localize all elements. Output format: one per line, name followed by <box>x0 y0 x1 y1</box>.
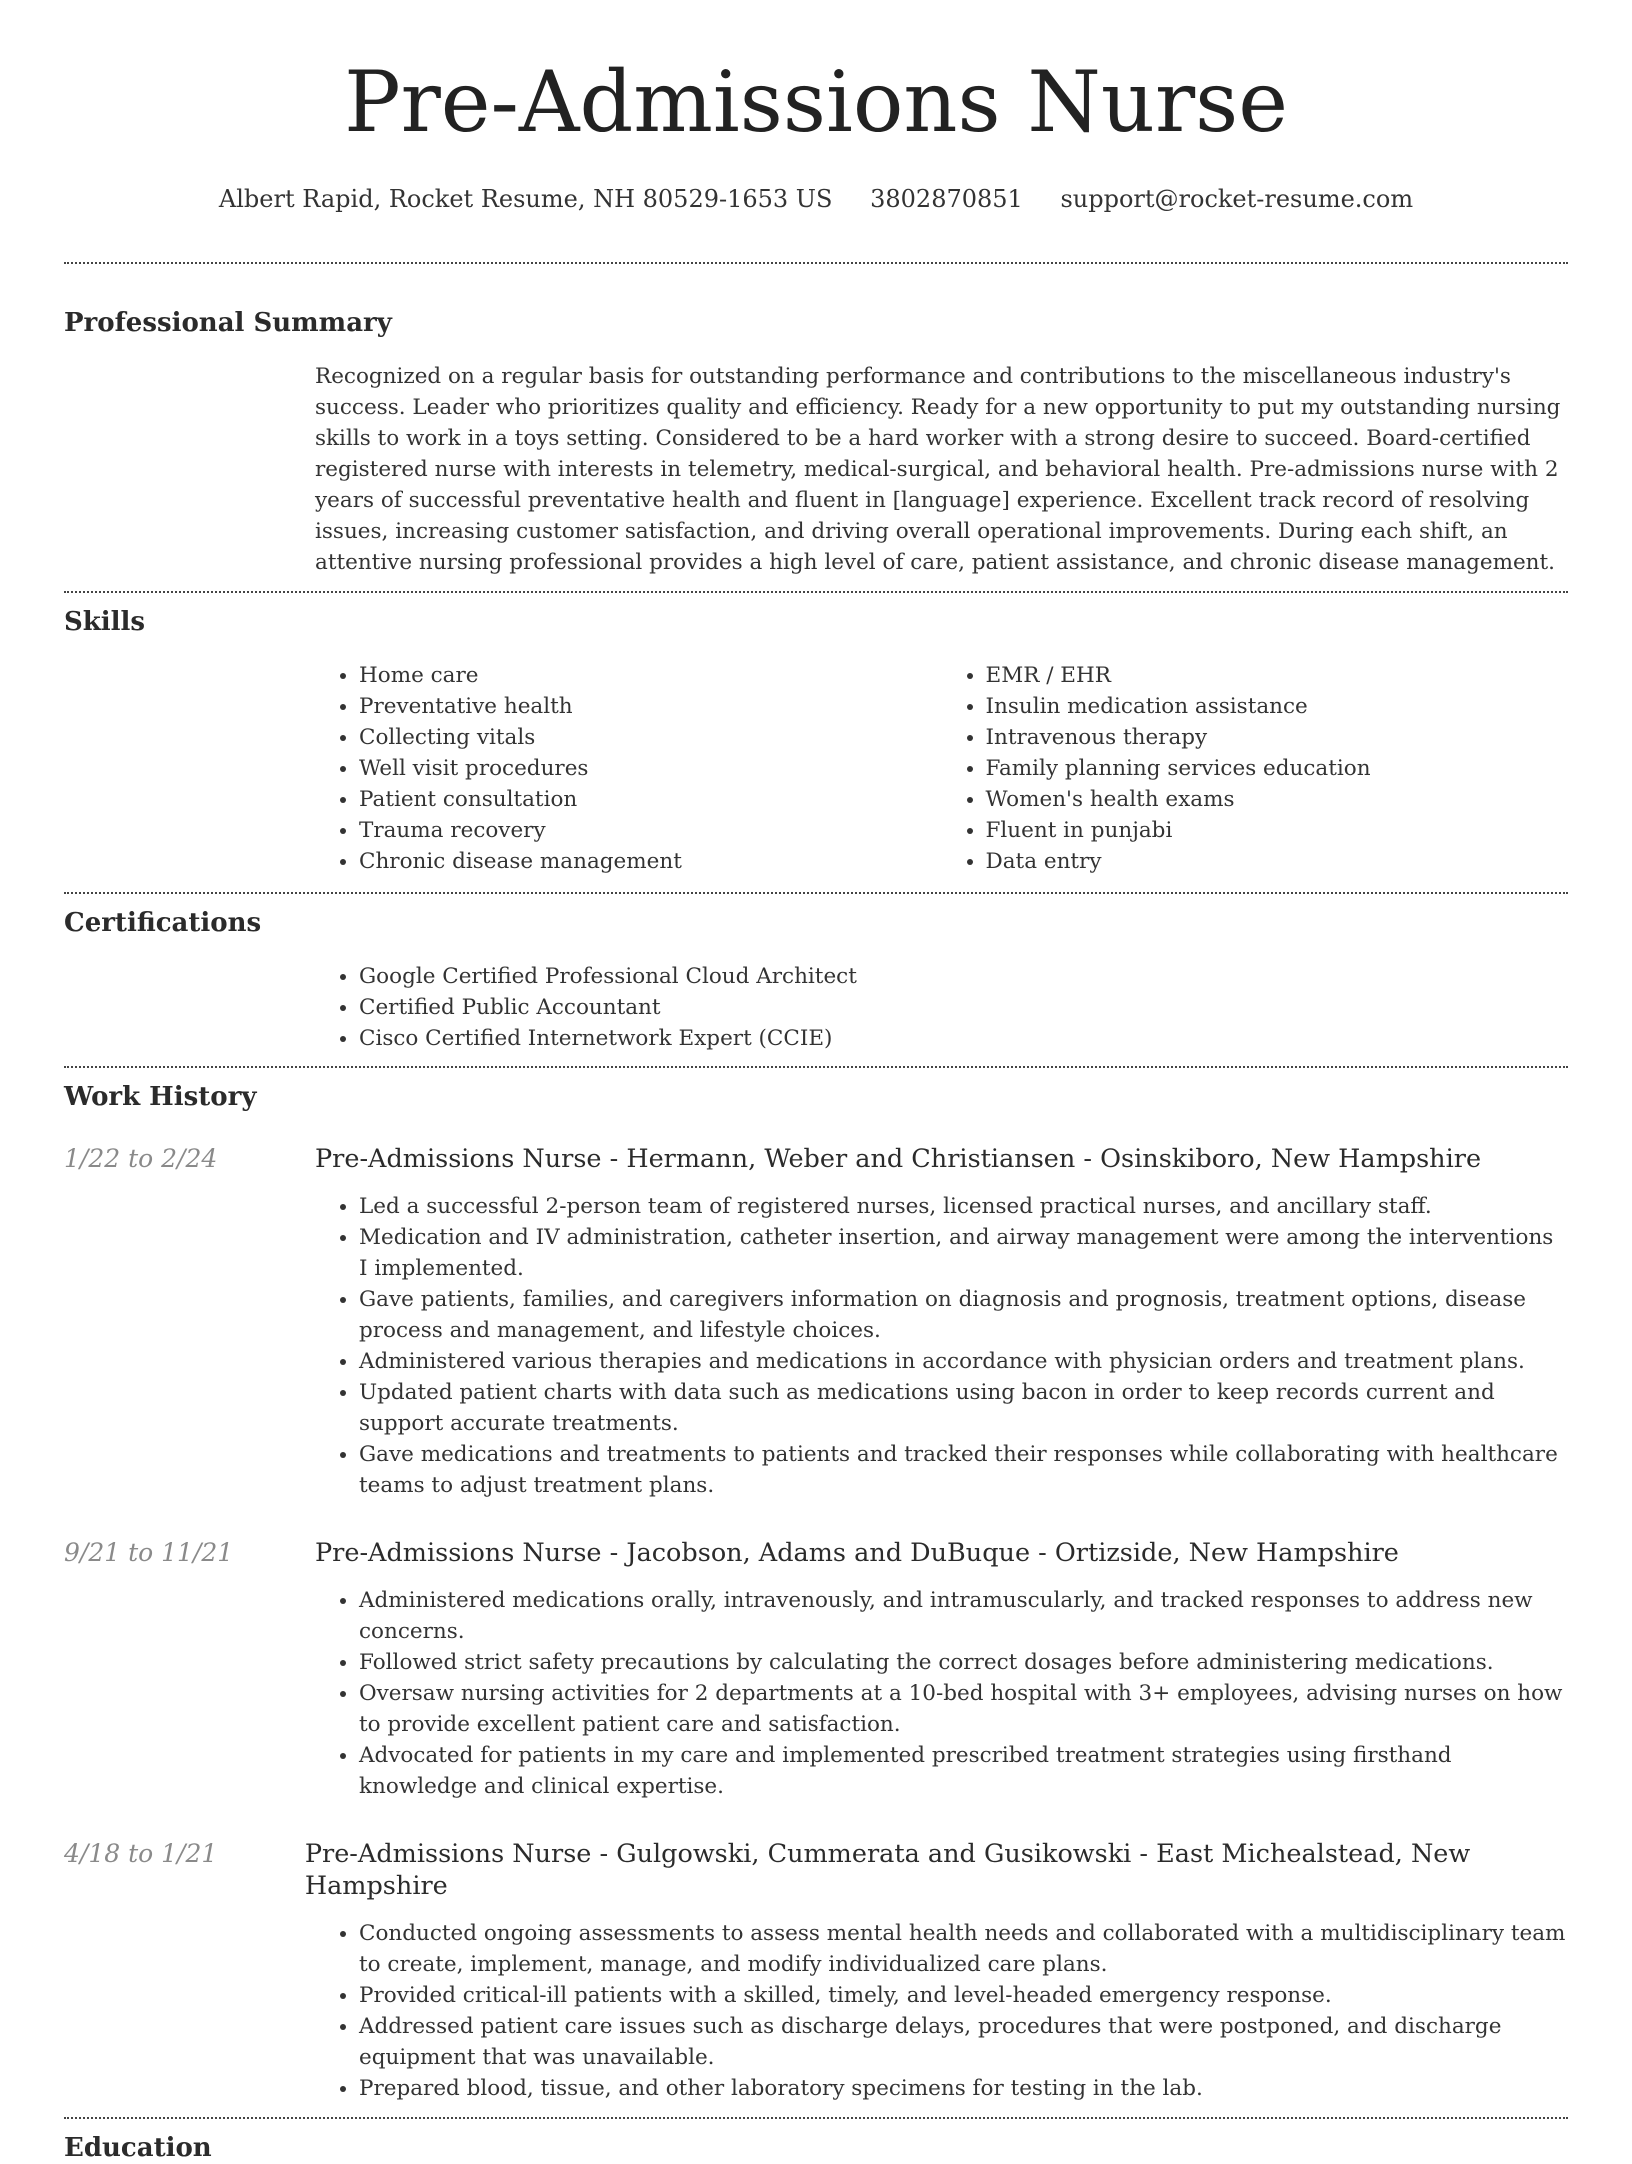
skill-item: • Patient consultation <box>359 784 942 815</box>
skill-item: • Fluent in punjabi <box>986 815 1569 846</box>
skill-item: • Family planning services education <box>986 753 1569 784</box>
job-header <box>64 1143 1568 1175</box>
skill-item: • Women's health exams <box>986 784 1569 815</box>
skill-item: • Insulin medication assistance <box>986 691 1569 722</box>
job-duty-item: • Updated patient charts with data such as medications using bacon in order to keep records current and support accurate treatments. <box>359 1377 1568 1439</box>
job-header <box>64 1537 1568 1569</box>
certifications-title: Certifications <box>64 908 262 938</box>
job-duties-list <box>315 1585 1568 1802</box>
skill-item: • EMR / EHR <box>986 660 1569 691</box>
skill-item: • Intravenous therapy <box>986 722 1569 753</box>
job-duty-item: • Followed strict safety precautions by calculating the correct dosages before administering medications. <box>359 1647 1568 1678</box>
section-divider <box>64 1066 1568 1068</box>
work-history-title: Work History <box>64 1082 257 1112</box>
summary-title: Professional Summary <box>64 308 392 338</box>
job-duty-item: • Advocated for patients in my care and implemented prescribed treatment strategies using firsthand knowledge and clinical expertise. <box>359 1740 1568 1802</box>
education-title: Education <box>64 2133 212 2163</box>
summary-text: Recognized on a regular basis for outstanding performance and contributions to the miscellaneous industry's success. Leader who prioritizes quality and efficiency. Ready for a new opportunity to put my outstanding nursing skills to work in a toys setting. Considered to be a hard worker with a strong desire to succeed. Board-certified registered nurse with interests in telemetry, medical-surgical, and behavioral health. Pre-admissions nurse with 2 years of successful preventative health and fluent in [language] experience. Excellent track record of resolving issues, increasing customer satisfaction, and driving overall operational improvements. During each shift, an attentive nursing professional provides a high level of care, patient assistance, and chronic disease management. <box>315 364 1561 575</box>
job-duty-item: • Prepared blood, tissue, and other laboratory specimens for testing in the lab. <box>359 2073 1568 2104</box>
skill-item: • Home care <box>359 660 942 691</box>
job-date: 1/22 to 2/24 <box>64 1144 218 1173</box>
skills-section <box>64 606 1568 877</box>
job-header <box>64 1838 1568 1902</box>
job-duty-item: • Medication and IV administration, catheter insertion, and airway management were among the interventions I implemented. <box>359 1222 1568 1284</box>
section-divider <box>64 262 1568 264</box>
job-title: Pre-Admissions Nurse - Hermann, Weber and Christiansen - Osinskiboro, New Hampshire <box>315 1144 1482 1174</box>
job-duty-item: • Addressed patient care issues such as discharge delays, procedures that were postponed, and discharge equipment that was unavailable. <box>359 2011 1568 2073</box>
skill-item: • Trauma recovery <box>359 815 942 846</box>
section-divider <box>64 2117 1568 2119</box>
job-entry <box>64 1143 1568 1501</box>
certification-item: • Cisco Certified Internetwork Expert (CCIE) <box>359 1023 1568 1054</box>
skills-title: Skills <box>64 607 146 637</box>
job-title: Pre-Admissions Nurse - Gulgowski, Cummerata and Gusikowski - East Michealstead, New Hampshire <box>304 1839 1471 1901</box>
skill-item: • Preventative health <box>359 691 942 722</box>
contact-email: support@rocket-resume.com <box>1060 185 1414 213</box>
skill-item: • Data entry <box>986 846 1569 877</box>
section-divider <box>64 892 1568 894</box>
job-duties-list <box>315 1191 1568 1501</box>
work-history-section <box>64 1081 1568 2104</box>
job-date: 9/21 to 11/21 <box>64 1538 234 1567</box>
resume-name: Pre-Admissions Nurse <box>344 53 1288 151</box>
skills-list-right <box>942 660 1569 877</box>
skills-content <box>315 660 1568 877</box>
job-entry <box>64 1838 1568 2104</box>
job-duties <box>315 1918 1568 2104</box>
job-date: 4/18 to 1/21 <box>64 1839 218 1868</box>
job-duty-item: • Conducted ongoing assessments to assess mental health needs and collaborated with a multidisciplinary team to create, implement, manage, and modify individualized care plans. <box>359 1918 1568 1980</box>
job-duty-item: • Provided critical-ill patients with a skilled, timely, and level-headed emergency response. <box>359 1980 1568 2011</box>
certifications-section <box>64 907 1568 1054</box>
skill-item: • Chronic disease management <box>359 846 942 877</box>
job-duty-item: • Administered medications orally, intravenously, and intramuscularly, and tracked responses to address new concerns. <box>359 1585 1568 1647</box>
certification-item: • Certified Public Accountant <box>359 992 1568 1023</box>
job-duty-item: • Gave patients, families, and caregivers information on diagnosis and prognosis, treatment options, disease process and management, and lifestyle choices. <box>359 1284 1568 1346</box>
section-divider <box>64 591 1568 593</box>
jobs-container <box>64 1143 1568 2104</box>
certifications-content <box>315 961 1568 1054</box>
job-entry <box>64 1537 1568 1802</box>
skill-item: • Collecting vitals <box>359 722 942 753</box>
job-duty-item: • Oversaw nursing activities for 2 departments at a 10-bed hospital with 3+ employees, advising nurses on how to provide excellent patient care and satisfaction. <box>359 1678 1568 1740</box>
summary-content <box>315 361 1568 578</box>
skills-list-left <box>315 660 942 877</box>
job-duty-item: • Led a successful 2-person team of registered nurses, licensed practical nurses, and ancillary staff. <box>359 1191 1568 1222</box>
certifications-list <box>315 961 1568 1054</box>
job-duties <box>315 1585 1568 1802</box>
job-duty-item: • Administered various therapies and medications in accordance with physician orders and treatment plans. <box>359 1346 1568 1377</box>
education-section <box>64 2132 1568 2164</box>
job-duties <box>315 1191 1568 1501</box>
job-duties-list <box>315 1918 1568 2104</box>
certification-item: • Google Certified Professional Cloud Architect <box>359 961 1568 992</box>
contact-address: Albert Rapid, Rocket Resume, NH 80529-1653 US <box>218 185 833 213</box>
contact-info <box>64 184 1568 214</box>
job-duty-item: • Gave medications and treatments to patients and tracked their responses while collaborating with healthcare teams to adjust treatment plans. <box>359 1439 1568 1501</box>
job-title: Pre-Admissions Nurse - Jacobson, Adams and DuBuque - Ortizside, New Hampshire <box>315 1538 1399 1568</box>
contact-phone: 3802870851 <box>870 185 1023 213</box>
summary-section <box>64 307 1568 578</box>
skill-item: • Well visit procedures <box>359 753 942 784</box>
